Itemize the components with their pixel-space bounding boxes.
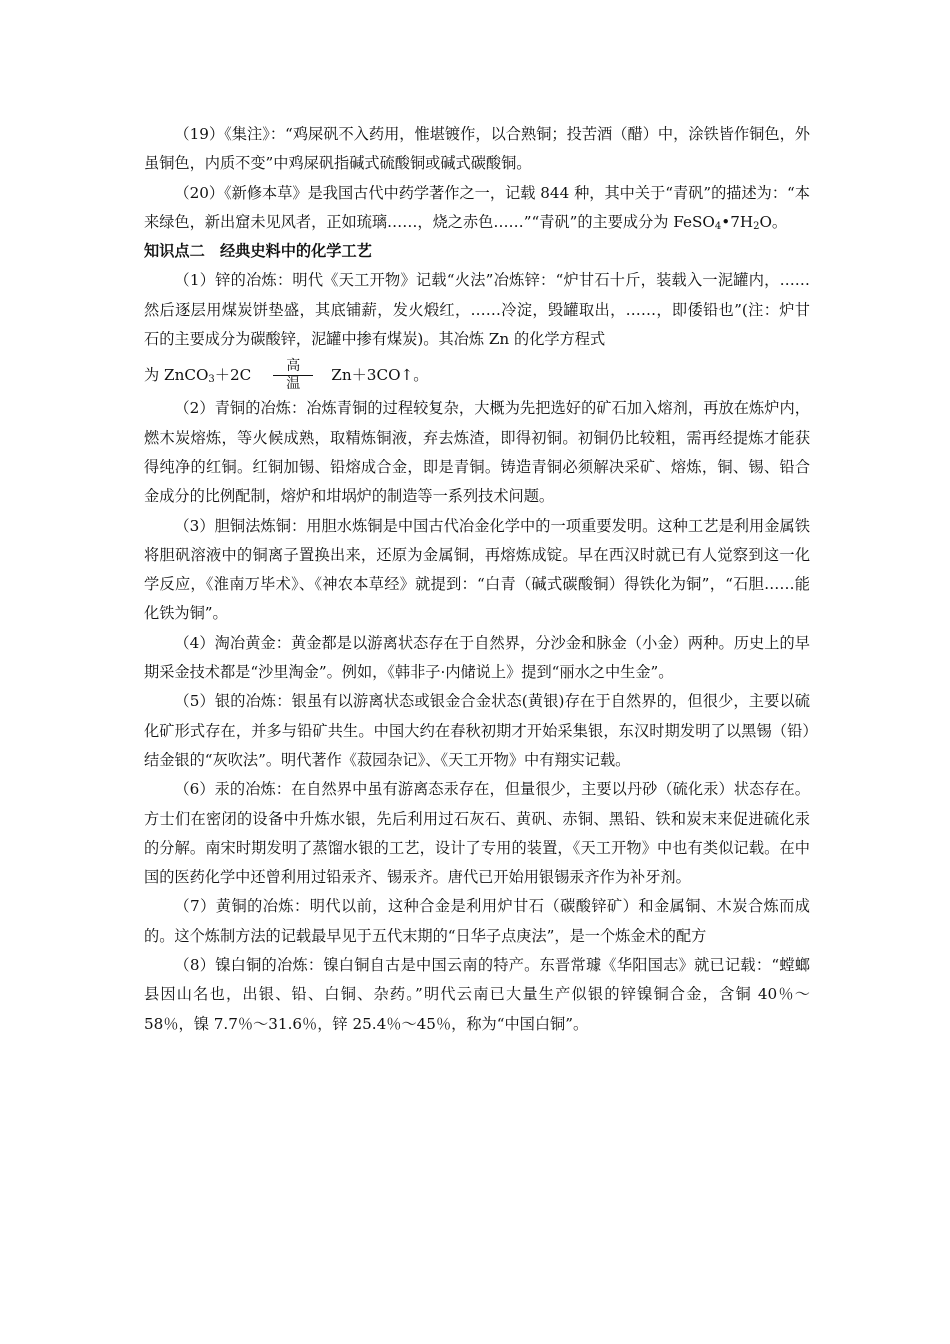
document-page: [144, 120, 810, 1039]
subscript: 3: [208, 374, 215, 386]
paragraph-19: （19）《集注》：“鸡屎矾不入药用，惟堪镀作，以合熟铜；投苦酒（醋）中，涂铁皆作铜色，外虽铜色，内质不变”中鸡屎矾指碱式硫酸铜或碱式碳酸铜。: [144, 125, 810, 173]
reaction-condition: [273, 359, 313, 392]
paragraph-zinc: （1）锌的冶炼：明代《天工开物》记载“火法”冶炼锌：“炉甘石十斤，装载入一泥罐内，……然后逐层用煤炭饼垫盛，其底铺薪，发火煅红，……冷淀，毁罐取出，……，即倭铅也”(注：炉甘石的主要成分为碳酸锌，泥罐中掺有煤炭)。其冶炼 Zn 的化学方程式: [144, 271, 810, 349]
subscript: 4: [714, 220, 722, 232]
condition-bottom: 温: [286, 375, 301, 392]
formula-part: •7H: [721, 212, 754, 231]
section-heading: 知识点二 经典史料中的化学工艺: [144, 242, 372, 261]
equation-left: [144, 355, 251, 395]
paragraph-bronze: （2）青铜的冶炼：冶炼青铜的过程较复杂，大概为先把选好的矿石加入熔剂，再放在炼炉内，燃木炭熔炼，等火候成熟，取精炼铜液，弃去炼渣，即得初铜。初铜仍比较粗，需再经提炼才能获得纯净的红铜。红铜加锡、铅熔成合金，即是青铜。铸造青铜必须解决采矿、熔炼，铜、锡、铅合金成分的比例配制，熔炉和坩埚炉的制造等一系列技术问题。: [144, 399, 810, 506]
condition-top: 高: [286, 357, 301, 374]
paragraph-brass: （7）黄铜的冶炼：明代以前，这种合金是利用炉甘石（碳酸锌矿）和金属铜、木炭合炼而成的。这个炼制方法的记载最早见于五代末期的“日华子点庚法”，是一个炼金术的配方: [144, 897, 810, 945]
paragraph-mercury: （6）汞的冶炼：在自然界中虽有游离态汞存在，但量很少，主要以丹砂（硫化汞）状态存在。方士们在密闭的设备中升炼水银，先后利用过石灰石、黄矾、赤铜、黑铅、铁和炭末来促进硫化汞的分解。南宋时期发明了蒸馏水银的工艺，设计了专用的装置，《天工开物》中也有类似记载。在中国的医药化学中还曾利用过铅汞齐、锡汞齐。唐代已开始用银锡汞齐作为补牙剂。: [144, 780, 810, 887]
paragraph-cupronickel: （8）镍白铜的冶炼：镍白铜自古是中国云南的特产。东晋常璩《华阳国志》就已记载：“螳螂县因山名也，出银、铅、白铜、杂药。”明代云南已大量生产似银的锌镍铜合金，含铜 40％～58％，镍 7.7％～31.6％，锌 25.4％～45％，称为“中国白铜”。: [144, 956, 810, 1033]
formula-part: O。: [759, 212, 788, 231]
paragraph-20: [144, 179, 810, 238]
equation-left-text-2: ＋2C: [214, 366, 252, 385]
zinc-equation: [144, 354, 810, 394]
paragraph-silver: （5）银的冶炼：银虽有以游离状态或银金合金状态(黄银)存在于自然界的，但很少，主要以硫化矿形式存在，并多与铅矿共生。中国大约在春秋初期才开始采集银，东汉时期发明了以黑锡（铅）结金银的“灰吹法”。明代著作《菽园杂记》、《天工开物》中有翔实记载。: [144, 692, 810, 769]
paragraph-copper-bile: （3）胆铜法炼铜：用胆水炼铜是中国古代冶金化学中的一项重要发明。这种工艺是利用金属铁将胆矾溶液中的铜离子置换出来，还原为金属铜，再熔炼成锭。早在西汉时就已有人觉察到这一化学反应，《淮南万毕术》、《神农本草经》就提到：“白青（碱式碳酸铜）得铁化为铜”，“石胆……能化铁为铜”。: [144, 516, 810, 623]
subscript: 2: [753, 220, 760, 232]
paragraph-20-text: （20）《新修本草》是我国古代中药学著作之一，记载 844 种，其中关于“青矾”的描述为：“本来绿色，新出窟未见风者，正如琉璃……，烧之赤色……”“青矾”的主要成分为 FeSO: [144, 183, 810, 231]
equation-left-text: 为 ZnCO: [144, 366, 209, 385]
paragraph-gold: （4）淘冶黄金：黄金都是以游离状态存在于自然界，分沙金和脉金（小金）两种。历史上的早期采金技术都是“沙里淘金”。例如，《韩非子·内储说上》提到“丽水之中生金”。: [144, 633, 810, 682]
equation-right: Zn＋3CO↑。: [331, 366, 429, 385]
